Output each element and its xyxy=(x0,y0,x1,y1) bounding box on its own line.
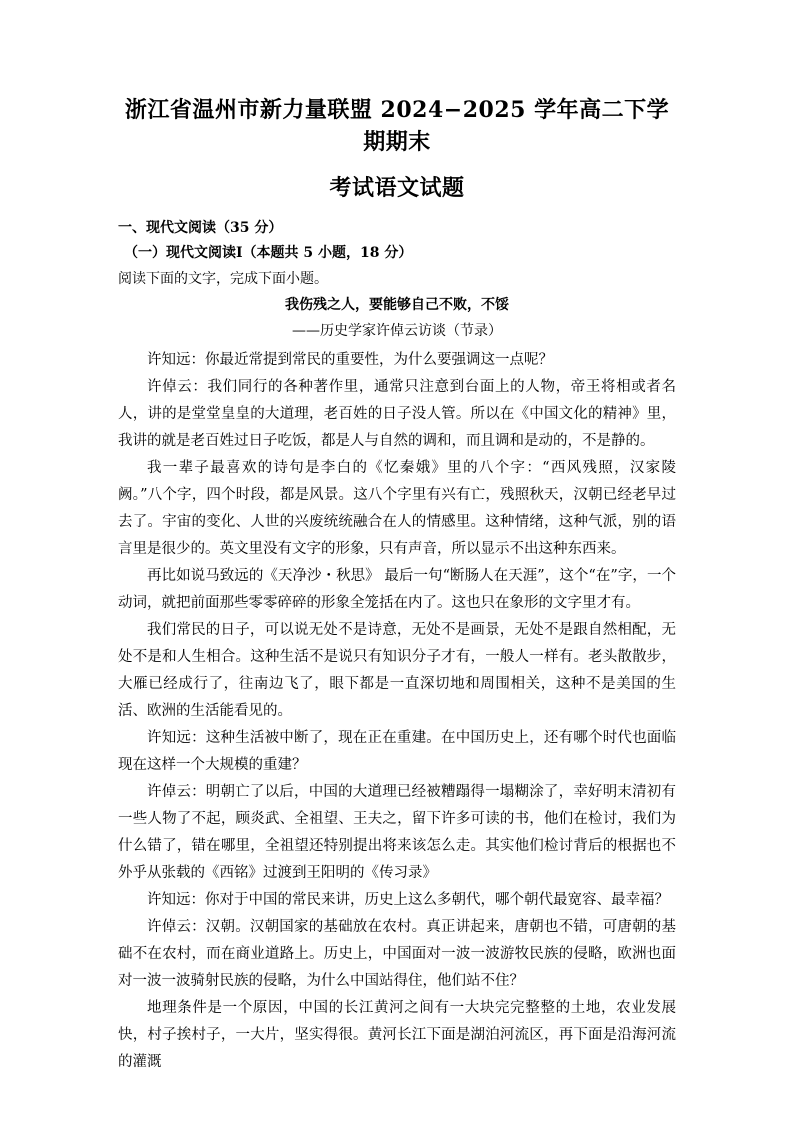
paragraph: 地理条件是一个原因，中国的长江黄河之间有一大块完完整整的土地，农业发展快，村子挨村子，一大片，坚实得很。黄河长江下面是湖泊河流区，再下面是沿海河流的灌溉 xyxy=(118,1000,676,1070)
paragraph: 许知远：你最近常提到常民的重要性，为什么要强调这一点呢？ xyxy=(147,352,553,368)
paragraph: 我一辈子最喜欢的诗句是李白的《忆秦娥》里的八个字：“西风残照，汉家陵阙。”八个字，四个时段，都是风景。这八个字里有兴有亡，残照秋天，汉朝已经老早过去了。宇宙的变化、人世的兴废统统融合在人的情感里。这种情绪，这种气派，别的语言里是很少的。英文里没有文字的形象，只有声音，所以显示不出这种东西来。 xyxy=(118,460,676,557)
section-heading: 一、现代文阅读（35 分） xyxy=(118,220,283,236)
article-title: 我伤残之人，要能够自己不败，不馁 xyxy=(285,297,509,313)
article-subtitle: ——历史学家许倬云访谈（节录） xyxy=(292,323,502,339)
document-title-line-2: 考试语文试题 xyxy=(329,175,465,201)
paragraph: 再比如说马致远的《天净沙・秋思》 最后一句“断肠人在天涯”，这个“在”字，一个动词，就把前面那些零零碎碎的形象全笼括在内了。这也只在象形的文字里才有。 xyxy=(118,568,676,611)
document-title-line-1: 浙江省温州市新力量联盟 2024−2025 学年高二下学期期末 xyxy=(124,97,670,155)
article-body xyxy=(118,347,676,1076)
paragraph: 许知远：你对于中国的常民来讲，历史上这么多朝代，哪个朝代最宽容、最幸福？ xyxy=(147,892,669,908)
paragraph: 许倬云：明朝亡了以后，中国的大道理已经被糟蹋得一塌糊涂了，幸好明末清初有一些人物了不起，顾炎武、全祖望、王夫之，留下许多可读的书，他们在检讨，我们为什么错了，错在哪里，全祖望还特别提出将来该怎么走。其实他们检讨背后的根据也不外乎从张载的《西铭》过渡到王阳明的《传习录》 xyxy=(118,784,676,881)
paragraph: 许知远：这种生活被中断了，现在正在重建。在中国历史上，还有哪个时代也面临现在这样一个大规模的重建？ xyxy=(118,730,676,773)
reading-instruction: 阅读下面的文字，完成下面小题。 xyxy=(118,271,328,287)
subsection-heading: （一）现代文阅读Ⅰ（本题共 5 小题，18 分） xyxy=(124,245,413,261)
paragraph: 许倬云：我们同行的各种著作里，通常只注意到台面上的人物，帝王将相或者名人，讲的是堂堂皇皇的大道理，老百姓的日子没人管。所以在《中国文化的精神》里，我讲的就是老百姓过日子吃饭，都是人与自然的调和，而且调和是动的，不是静的。 xyxy=(118,379,676,449)
paragraph: 我们常民的日子，可以说无处不是诗意，无处不是画景，无处不是跟自然相配，无处不是和人生相合。这种生活不是说只有知识分子才有，一般人一样有。老头散散步，大雁已经成行了，往南边飞了，眼下都是一直深切地和周围相关，这种不是美国的生活、欧洲的生活能看见的。 xyxy=(118,622,676,719)
paragraph: 许倬云：汉朝。汉朝国家的基础放在农村。真正讲起来，唐朝也不错，可唐朝的基础不在农村，而在商业道路上。历史上，中国面对一波一波游牧民族的侵略，欧洲也面对一波一波骑射民族的侵略，为什么中国站得住，他们站不住？ xyxy=(118,919,676,989)
